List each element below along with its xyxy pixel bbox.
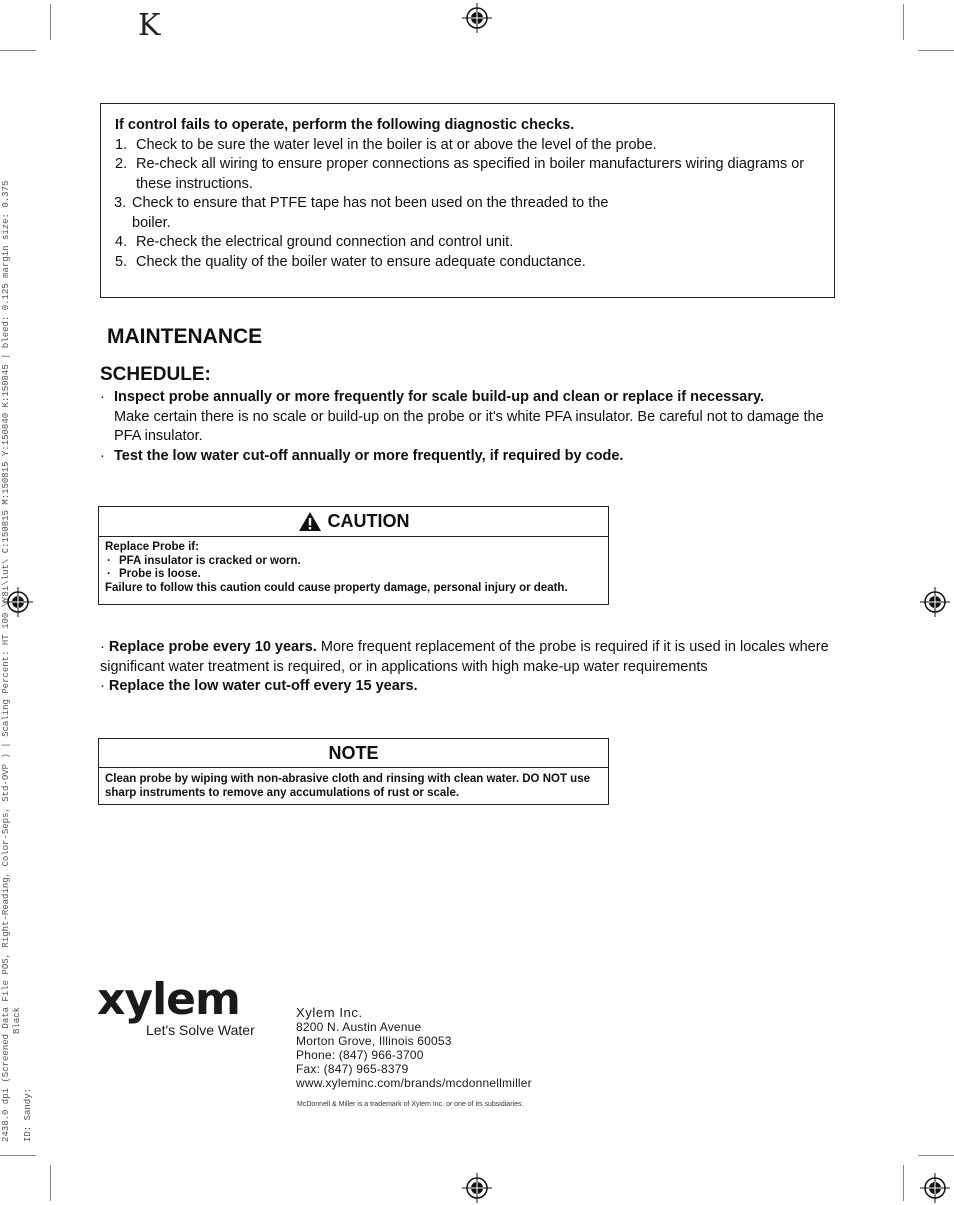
- list-item: [115, 253, 820, 273]
- item-text: Re-check all wiring to ensure proper connections as specified in boiler manufacturers wiring diagrams or these instructions.: [136, 156, 805, 192]
- diagnostic-title: If control fails to operate, perform the following diagnostic checks.: [115, 117, 575, 133]
- schedule-list: [100, 388, 840, 466]
- bullet: ·: [100, 447, 105, 464]
- crop-mark: [918, 50, 954, 51]
- website: www.xyleminc.com/brands/mcdonnellmiller: [296, 1076, 532, 1090]
- maintenance-heading: MAINTENANCE: [107, 325, 263, 348]
- crop-mark: [50, 4, 51, 40]
- item-text: PFA insulator is cracked or worn.: [119, 554, 301, 567]
- item-number: 3.: [114, 195, 127, 211]
- bullet: ·: [107, 568, 111, 580]
- xylem-logo: [97, 974, 262, 1042]
- company-address: [296, 1006, 532, 1090]
- diagnostic-box: [100, 103, 835, 298]
- note-heading: NOTE: [99, 739, 608, 768]
- slug-line: ID: Sandy:: [23, 1087, 33, 1142]
- crop-mark: [918, 1155, 954, 1156]
- street: 8200 N. Austin Avenue: [296, 1020, 422, 1034]
- print-slug: [0, 42, 34, 1142]
- item-text: More frequent replacement of the probe is required if it is used in locales where significant water treatment is required, or in applications with high make-up water requirements: [100, 639, 829, 675]
- fax: Fax: (847) 965-8379: [296, 1062, 409, 1076]
- item-bold-text: Replace the low water cut-off every 15 years.: [108, 678, 418, 694]
- list-item: [105, 568, 602, 582]
- trademark-notice: McDonnell & Miller is a trademark of Xylem Inc. or one of its subsidiaries.: [297, 1101, 524, 1108]
- caution-footer: Failure to follow this caution could cause property damage, personal injury or death.: [105, 581, 568, 594]
- slug-line: 2438.0 dpi (Screened Data File POS, Right-Reading, Color-Seps, Std-OVP ) | Scaling Percent: HT 100 \Y8i\lut\ C:150815 M:150815 Y:150840 K:150845 | bleed: 0.125 margin size: 0.375: [1, 180, 11, 1142]
- list-item: [100, 677, 840, 697]
- caution-heading: CAUTION: [327, 511, 410, 531]
- note-box: [98, 738, 609, 805]
- registration-mark-icon: [920, 1173, 950, 1203]
- item-bold-text: Inspect probe annually or more frequently for scale build-up and clean or replace if necessary.: [114, 389, 765, 405]
- corner-letter: K: [138, 8, 161, 43]
- crop-mark: [50, 1165, 51, 1201]
- item-number: 2.: [115, 156, 128, 172]
- item-text: Check to ensure that PTFE tape has not been used on the threaded to the boiler.: [132, 195, 609, 231]
- city: Morton Grove, Illinois 60053: [296, 1034, 452, 1048]
- bullet: ·: [100, 678, 105, 694]
- list-item: [100, 388, 840, 447]
- caution-intro: Replace Probe if:: [105, 541, 199, 553]
- item-bold-text: Replace probe every 10 years.: [108, 639, 317, 655]
- list-item: [115, 136, 820, 156]
- schedule-heading: SCHEDULE:: [100, 364, 211, 385]
- item-number: 5.: [115, 253, 128, 270]
- registration-mark-icon: [920, 587, 950, 617]
- list-item: [115, 155, 820, 194]
- item-text: Check the quality of the boiler water to ensure adequate conductance.: [136, 253, 586, 270]
- item-text: Re-check the electrical ground connection and control unit.: [136, 234, 514, 250]
- item-bold-text: Test the low water cut-off annually or more frequently, if required by code.: [114, 447, 624, 464]
- registration-mark-icon: [462, 3, 492, 33]
- caution-body: [99, 537, 608, 595]
- warning-triangle-icon: [298, 511, 322, 532]
- list-item: [100, 638, 840, 677]
- item-text: Probe is loose.: [119, 568, 201, 580]
- caution-box: [98, 506, 609, 605]
- list-item: [105, 555, 602, 569]
- list-item: [100, 447, 840, 467]
- item-number: 4.: [115, 234, 128, 250]
- item-text: Make certain there is no scale or build-up on the probe or it's white PFA insulator. Be careful not to damage the PFA insulator.: [114, 408, 824, 444]
- slug-line: Black: [12, 1006, 22, 1142]
- caution-header: [99, 507, 608, 537]
- item-number: 1.: [115, 136, 128, 153]
- note-text: Clean probe by wiping with non-abrasive cloth and rinsing with clean water. DO NOT use sharp instruments to remove any accumulations of rust or scale.: [105, 773, 590, 799]
- bullet: ·: [100, 389, 105, 405]
- company-name: Xylem Inc.: [296, 1005, 363, 1020]
- item-text: Check to be sure the water level in the boiler is at or above the level of the probe.: [136, 136, 657, 153]
- crop-mark: [903, 1165, 904, 1201]
- logo-wordmark: xylem: [97, 974, 240, 1025]
- bullet: ·: [100, 639, 105, 655]
- registration-mark-icon: [462, 1173, 492, 1203]
- bullet: ·: [107, 554, 111, 567]
- list-item: [115, 233, 820, 253]
- list-item: [115, 194, 612, 233]
- phone: Phone: (847) 966-3700: [296, 1048, 424, 1062]
- crop-mark: [903, 4, 904, 40]
- replacement-section: [100, 638, 840, 697]
- crop-mark: [0, 1155, 36, 1156]
- logo-tagline: Let's Solve Water: [146, 1022, 255, 1038]
